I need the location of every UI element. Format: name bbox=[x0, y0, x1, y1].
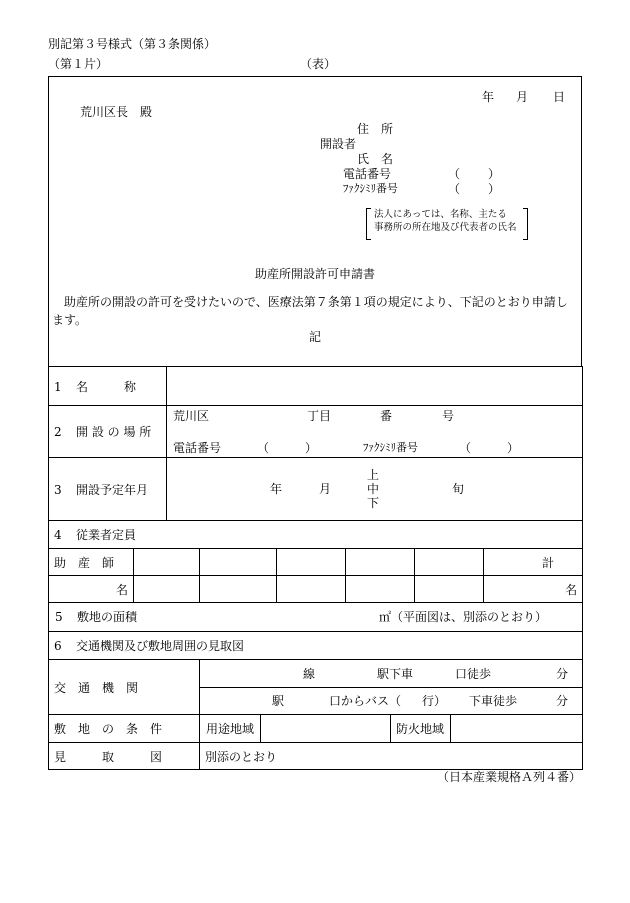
addressee: 荒川区長 殿 bbox=[80, 105, 153, 119]
location-phone-paren-open: （ bbox=[257, 441, 270, 455]
period-early-label: 上 bbox=[367, 468, 380, 482]
staff-count-3[interactable] bbox=[277, 576, 346, 603]
site-condition-field[interactable] bbox=[200, 715, 583, 743]
period-mid-label: 中 bbox=[367, 482, 380, 496]
date-month: 月 bbox=[516, 90, 529, 104]
staff-unit-1: 名 bbox=[49, 576, 134, 603]
planned-year-label: 年 bbox=[270, 482, 283, 496]
chome-label: 丁目 bbox=[307, 409, 332, 423]
location-row-label: 2 開 設 の 場 所 bbox=[49, 406, 167, 458]
site-area-unit: ㎡（平面図は、別添のとおり） bbox=[379, 610, 548, 624]
transport-label: 交 通 機 関 bbox=[49, 660, 200, 715]
location-field[interactable] bbox=[167, 406, 583, 458]
staff-cell-2[interactable] bbox=[200, 549, 277, 576]
application-form-table bbox=[48, 366, 583, 770]
fax-label: ﾌｧｸｼﾐﾘ番号 bbox=[343, 182, 398, 195]
station-get-off-label: 駅下車 bbox=[377, 667, 414, 681]
bound-label: 行） bbox=[422, 694, 447, 708]
staff-cell-1[interactable] bbox=[134, 549, 200, 576]
name-row-label: 1 名 称 bbox=[49, 367, 167, 406]
planned-month-label: 月 bbox=[319, 482, 332, 496]
station-label: 駅 bbox=[272, 694, 285, 708]
location-fax-paren-close: ） bbox=[507, 441, 520, 455]
ki-mark: 記 bbox=[309, 330, 322, 344]
planned-date-field[interactable] bbox=[167, 458, 583, 521]
staff-row-label: 4 従業者定員 bbox=[49, 521, 583, 549]
ward-label: 荒川区 bbox=[173, 409, 210, 423]
body-text-line1: 助産所の開設の許可を受けたいので、医療法第７条第１項の規定により、下記のとおり申請し bbox=[64, 295, 568, 309]
fire-zone-label: 防火地域 bbox=[396, 722, 445, 736]
staff-cell-4[interactable] bbox=[346, 549, 415, 576]
applicant-role-label: 開設者 bbox=[320, 137, 357, 151]
document-title: 助産所開設許可申請書 bbox=[255, 267, 376, 281]
corporation-note-line2: 事務所の所在地及び代表者の氏名 bbox=[374, 221, 517, 233]
staff-count-5[interactable] bbox=[415, 576, 484, 603]
location-phone-label: 電話番号 bbox=[173, 441, 222, 455]
form-number: 別記第３号様式（第３条関係） bbox=[48, 37, 217, 51]
facility-name-field[interactable] bbox=[167, 367, 583, 406]
transport-field[interactable] bbox=[200, 660, 583, 715]
minutes-label-2: 分 bbox=[556, 694, 569, 708]
site-map-value: 別添のとおり bbox=[200, 743, 583, 770]
use-zone-label: 用途地域 bbox=[206, 722, 255, 736]
walk-label: 口徒歩 bbox=[455, 667, 492, 681]
name-label: 氏 名 bbox=[357, 152, 394, 166]
get-off-walk-label: 下車徒歩 bbox=[469, 694, 518, 708]
staff-count-2[interactable] bbox=[200, 576, 277, 603]
corporation-note bbox=[366, 208, 528, 238]
location-phone-paren-close: ） bbox=[305, 441, 318, 455]
date-year: 年 bbox=[482, 90, 495, 104]
paper-size-note: （日本産業規格Ａ列４番） bbox=[437, 770, 582, 784]
phone-label: 電話番号 bbox=[343, 167, 392, 181]
site-area-label: 5 敷地の面積 bbox=[55, 610, 138, 624]
location-fax-paren-open: （ bbox=[459, 441, 472, 455]
fax-paren-close: ） bbox=[488, 182, 501, 196]
corporation-note-line1: 法人にあっては、名称、主たる bbox=[374, 209, 507, 220]
side-label: （表） bbox=[300, 57, 337, 71]
site-area-row[interactable] bbox=[49, 603, 583, 632]
line-label: 線 bbox=[303, 667, 316, 681]
staff-total-label: 計 bbox=[484, 549, 583, 576]
date-day: 日 bbox=[553, 90, 566, 104]
minutes-label-1: 分 bbox=[556, 667, 569, 681]
phone-paren-open: （ bbox=[448, 167, 461, 181]
period-late-label: 下 bbox=[367, 496, 380, 510]
address-label: 住 所 bbox=[357, 122, 394, 136]
site-condition-label: 敷 地 の 条 件 bbox=[49, 715, 200, 743]
fax-paren-open: （ bbox=[448, 182, 461, 196]
period-jun-label: 旬 bbox=[452, 482, 465, 496]
ban-label: 番 bbox=[380, 409, 393, 423]
midwife-label: 助 産 師 bbox=[49, 549, 134, 576]
staff-cell-3[interactable] bbox=[277, 549, 346, 576]
location-fax-label: ﾌｧｸｼﾐﾘ番号 bbox=[363, 441, 419, 454]
staff-cell-5[interactable] bbox=[415, 549, 484, 576]
staff-total-unit: 名 bbox=[484, 576, 583, 603]
body-text-line2: ます。 bbox=[52, 313, 88, 327]
bus-from-label: 口からバス（ bbox=[329, 694, 402, 708]
staff-count-4[interactable] bbox=[346, 576, 415, 603]
site-map-label: 見 取 図 bbox=[49, 743, 200, 770]
transport-map-row-label: 6 交通機関及び敷地周囲の見取図 bbox=[49, 632, 583, 660]
page-label: （第１片） bbox=[48, 57, 109, 71]
phone-paren-close: ） bbox=[488, 167, 501, 181]
go-label: 号 bbox=[442, 409, 455, 423]
planned-date-row-label: 3 開設予定年月 bbox=[49, 458, 167, 521]
staff-count-1[interactable] bbox=[134, 576, 200, 603]
